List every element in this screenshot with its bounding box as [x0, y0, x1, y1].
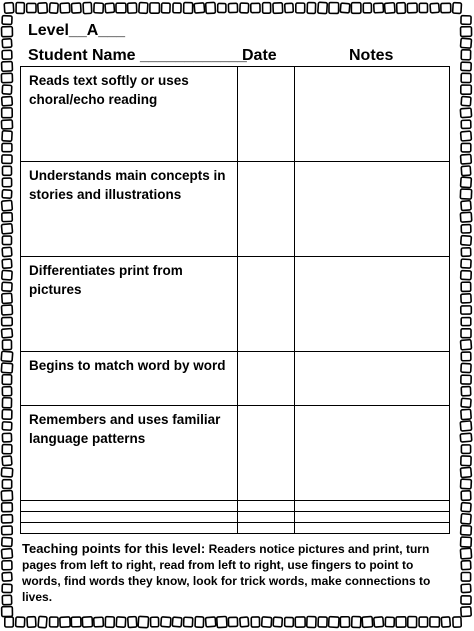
notes-cell[interactable]: [295, 162, 450, 257]
border-square: [2, 155, 12, 164]
date-cell[interactable]: [238, 352, 295, 405]
notes-cell[interactable]: [295, 405, 450, 500]
border-square: [461, 306, 472, 314]
border-square: [2, 480, 11, 489]
border-square: [329, 3, 339, 14]
border-square: [2, 410, 12, 420]
border-square: [351, 3, 361, 14]
notes-cell[interactable]: [295, 352, 450, 405]
border-square: [307, 616, 316, 627]
border-square: [296, 3, 305, 13]
border-square: [352, 616, 361, 627]
date-cell[interactable]: [238, 67, 295, 162]
notes-cell[interactable]: [295, 257, 450, 352]
border-square: [2, 247, 12, 256]
border-square: [461, 248, 471, 257]
border-square: [2, 456, 12, 466]
border-square: [49, 3, 58, 14]
border-square: [228, 3, 237, 12]
border-square: [461, 143, 471, 152]
border-square: [263, 3, 271, 14]
date-cell[interactable]: [238, 162, 295, 257]
border-square: [362, 617, 373, 628]
border-square: [71, 3, 81, 13]
border-square: [1, 73, 12, 83]
border-square: [2, 317, 13, 325]
border-square: [397, 3, 406, 14]
border-square: [240, 3, 249, 13]
border-square: [1, 224, 12, 234]
border-square: [2, 340, 11, 350]
border-square: [1, 27, 12, 37]
border-square: [2, 561, 12, 570]
border-square: [461, 491, 471, 501]
border-square: [461, 62, 471, 71]
border-square: [408, 617, 417, 628]
border-square: [105, 3, 115, 13]
border-square: [461, 294, 471, 303]
border-square: [251, 617, 259, 627]
border-square: [461, 572, 470, 581]
border-square: [461, 73, 471, 82]
border-square: [441, 617, 450, 627]
border-square: [1, 351, 13, 361]
border-square: [460, 537, 471, 547]
behavior-cell[interactable]: [21, 522, 238, 533]
border-square: [318, 617, 327, 627]
table-row: [21, 511, 450, 522]
border-square: [407, 3, 417, 13]
border-square: [2, 503, 13, 512]
table-row: [21, 67, 450, 162]
border-square: [173, 3, 181, 13]
border-square: [16, 3, 24, 14]
border-square: [1, 468, 12, 477]
border-square: [50, 617, 58, 627]
border-square: [460, 38, 471, 48]
border-square: [2, 190, 12, 199]
border-square: [2, 270, 12, 280]
border-square: [340, 617, 349, 627]
border-square: [363, 3, 371, 13]
border-square: [374, 617, 384, 627]
border-square: [385, 617, 394, 627]
border-square: [195, 617, 204, 628]
border-square: [461, 96, 471, 105]
table-row: [21, 405, 450, 500]
teaching-points-label: Teaching points for this level:: [22, 541, 206, 556]
border-square: [1, 490, 12, 500]
border-square: [161, 3, 170, 13]
border-square: [2, 16, 12, 25]
table-row: [21, 522, 450, 533]
border-square: [461, 398, 471, 407]
border-square: [461, 16, 471, 25]
border-square: [27, 3, 36, 12]
border-square: [460, 467, 471, 477]
border-square: [228, 617, 237, 626]
border-square: [460, 108, 471, 118]
border-square: [2, 62, 13, 72]
table-row: [21, 500, 450, 511]
border-square: [461, 363, 471, 372]
behavior-checklist-table: [20, 66, 450, 534]
border-square: [461, 27, 472, 37]
border-square: [285, 3, 294, 13]
border-square: [384, 3, 395, 14]
border-square: [430, 3, 439, 13]
border-square: [1, 328, 12, 337]
date-cell[interactable]: [238, 257, 295, 352]
border-square: [461, 514, 471, 524]
border-square: [460, 212, 471, 222]
border-square: [441, 3, 451, 12]
border-square: [461, 561, 471, 570]
border-square: [453, 3, 462, 14]
border-square: [2, 595, 11, 604]
border-square: [2, 50, 12, 59]
border-square: [461, 236, 472, 246]
date-cell[interactable]: [238, 500, 295, 511]
border-square: [60, 3, 70, 13]
border-square: [1, 363, 12, 373]
border-square: [461, 201, 471, 211]
border-square: [461, 409, 471, 419]
border-square: [318, 2, 328, 13]
border-square: [461, 318, 471, 326]
border-square: [460, 433, 472, 442]
border-square: [16, 617, 25, 627]
border-square: [2, 293, 13, 303]
border-square: [461, 526, 472, 536]
border-square: [1, 549, 12, 559]
border-square: [295, 617, 305, 627]
behavior-cell: Remembers and uses familiar language patterns: [21, 405, 238, 500]
border-square: [2, 143, 12, 151]
border-square: [82, 617, 92, 627]
border-square: [461, 445, 470, 454]
border-square: [262, 617, 272, 627]
border-square: [27, 617, 36, 628]
border-square: [461, 120, 471, 128]
notes-column-label: Notes: [349, 47, 394, 64]
behavior-cell: Begins to match word by word: [21, 352, 238, 405]
border-square: [460, 340, 471, 350]
border-square: [139, 2, 148, 13]
border-square: [461, 50, 471, 60]
notes-cell[interactable]: [295, 500, 450, 511]
border-square: [273, 617, 282, 627]
border-square: [2, 584, 12, 593]
notes-cell[interactable]: [295, 511, 450, 522]
border-square: [2, 422, 12, 430]
border-square: [461, 85, 472, 94]
border-square: [461, 166, 471, 176]
border-square: [396, 617, 406, 627]
border-square: [307, 2, 315, 13]
border-square: [2, 178, 11, 187]
border-square: [460, 548, 471, 559]
border-square: [2, 433, 11, 442]
border-square: [150, 617, 158, 627]
border-square: [461, 386, 471, 395]
border-square: [2, 96, 13, 106]
border-square: [83, 2, 92, 13]
border-square: [329, 617, 340, 628]
border-square: [184, 3, 193, 14]
border-square: [460, 189, 471, 199]
notes-cell[interactable]: [295, 522, 450, 533]
behavior-cell: Reads text softly or uses choral/echo reading: [21, 67, 238, 162]
border-square: [461, 596, 471, 604]
border-square: [1, 120, 12, 129]
border-square: [2, 200, 13, 211]
date-cell[interactable]: [238, 405, 295, 500]
border-square: [460, 177, 471, 188]
border-square: [2, 259, 12, 268]
border-square: [251, 3, 260, 12]
teaching-points-text: Readers notice pictures and print, turn pages from left to right, read from left to right, use fingers to point to words, find words they know, look for trick words, make connections to lives.: [22, 542, 431, 604]
border-square: [461, 271, 472, 280]
border-square: [461, 225, 471, 233]
border-square: [1, 515, 12, 523]
border-square: [460, 154, 471, 164]
border-square: [217, 616, 227, 627]
border-square: [2, 445, 12, 454]
border-square: [419, 3, 427, 12]
border-square: [94, 3, 104, 13]
border-square: [430, 617, 440, 627]
border-square: [172, 617, 182, 627]
border-square: [2, 166, 11, 175]
border-square: [2, 131, 12, 142]
border-square: [461, 329, 471, 338]
border-square: [116, 617, 126, 627]
border-square: [273, 3, 283, 14]
border-square: [461, 375, 471, 384]
border-square: [419, 617, 428, 627]
border-square: [161, 617, 171, 627]
border-square: [461, 131, 472, 141]
border-square: [94, 617, 104, 627]
behavior-cell: Understands main concepts in stories and illustrations: [21, 162, 238, 257]
table-row: [21, 257, 450, 352]
border-square: [2, 387, 11, 396]
border-square: [2, 572, 12, 581]
border-square: [218, 3, 226, 12]
table-header-row: [28, 47, 448, 67]
border-square: [2, 537, 13, 546]
behavior-cell[interactable]: [21, 500, 238, 511]
notes-cell[interactable]: [295, 67, 450, 162]
border-square: [453, 617, 461, 627]
date-column-label: Date: [242, 47, 277, 64]
behavior-cell[interactable]: [21, 511, 238, 522]
border-square: [116, 3, 126, 13]
border-square: [461, 584, 471, 593]
border-square: [183, 617, 192, 627]
border-square: [2, 398, 11, 408]
table-row: [21, 352, 450, 405]
border-square: [1, 305, 12, 315]
border-square: [2, 375, 11, 385]
border-square: [105, 617, 114, 628]
border-square: [127, 3, 136, 13]
date-cell[interactable]: [238, 511, 295, 522]
border-square: [460, 479, 471, 489]
border-square: [461, 503, 471, 512]
border-square: [240, 617, 249, 627]
border-square: [206, 2, 216, 13]
border-square: [2, 282, 12, 291]
behavior-cell: Differentiates print from pictures: [21, 257, 238, 352]
border-square: [461, 607, 472, 617]
border-square: [4, 3, 14, 14]
border-square: [374, 3, 384, 13]
table-row: [21, 162, 450, 257]
border-square: [128, 617, 137, 628]
border-square: [205, 617, 215, 627]
border-square: [461, 456, 471, 466]
border-square: [2, 607, 13, 617]
border-square: [285, 617, 294, 626]
student-name-label: Student Name ____________: [28, 47, 247, 64]
date-cell[interactable]: [238, 522, 295, 533]
border-square: [2, 108, 13, 118]
border-square: [461, 259, 471, 268]
border-square: [194, 3, 205, 13]
border-square: [2, 526, 13, 535]
border-square: [60, 617, 70, 627]
border-square: [460, 421, 471, 431]
border-square: [2, 236, 11, 245]
border-square: [2, 85, 12, 94]
border-square: [2, 39, 12, 48]
border-square: [461, 352, 471, 361]
border-square: [2, 213, 13, 222]
border-square: [38, 616, 47, 628]
teaching-points: [22, 541, 449, 605]
border-square: [38, 3, 48, 13]
border-square: [5, 617, 14, 627]
border-square: [138, 616, 149, 628]
border-square: [340, 3, 350, 13]
border-square: [71, 617, 81, 627]
border-square: [461, 282, 471, 291]
level-line: Level__A___: [28, 22, 125, 39]
border-square: [150, 3, 160, 13]
